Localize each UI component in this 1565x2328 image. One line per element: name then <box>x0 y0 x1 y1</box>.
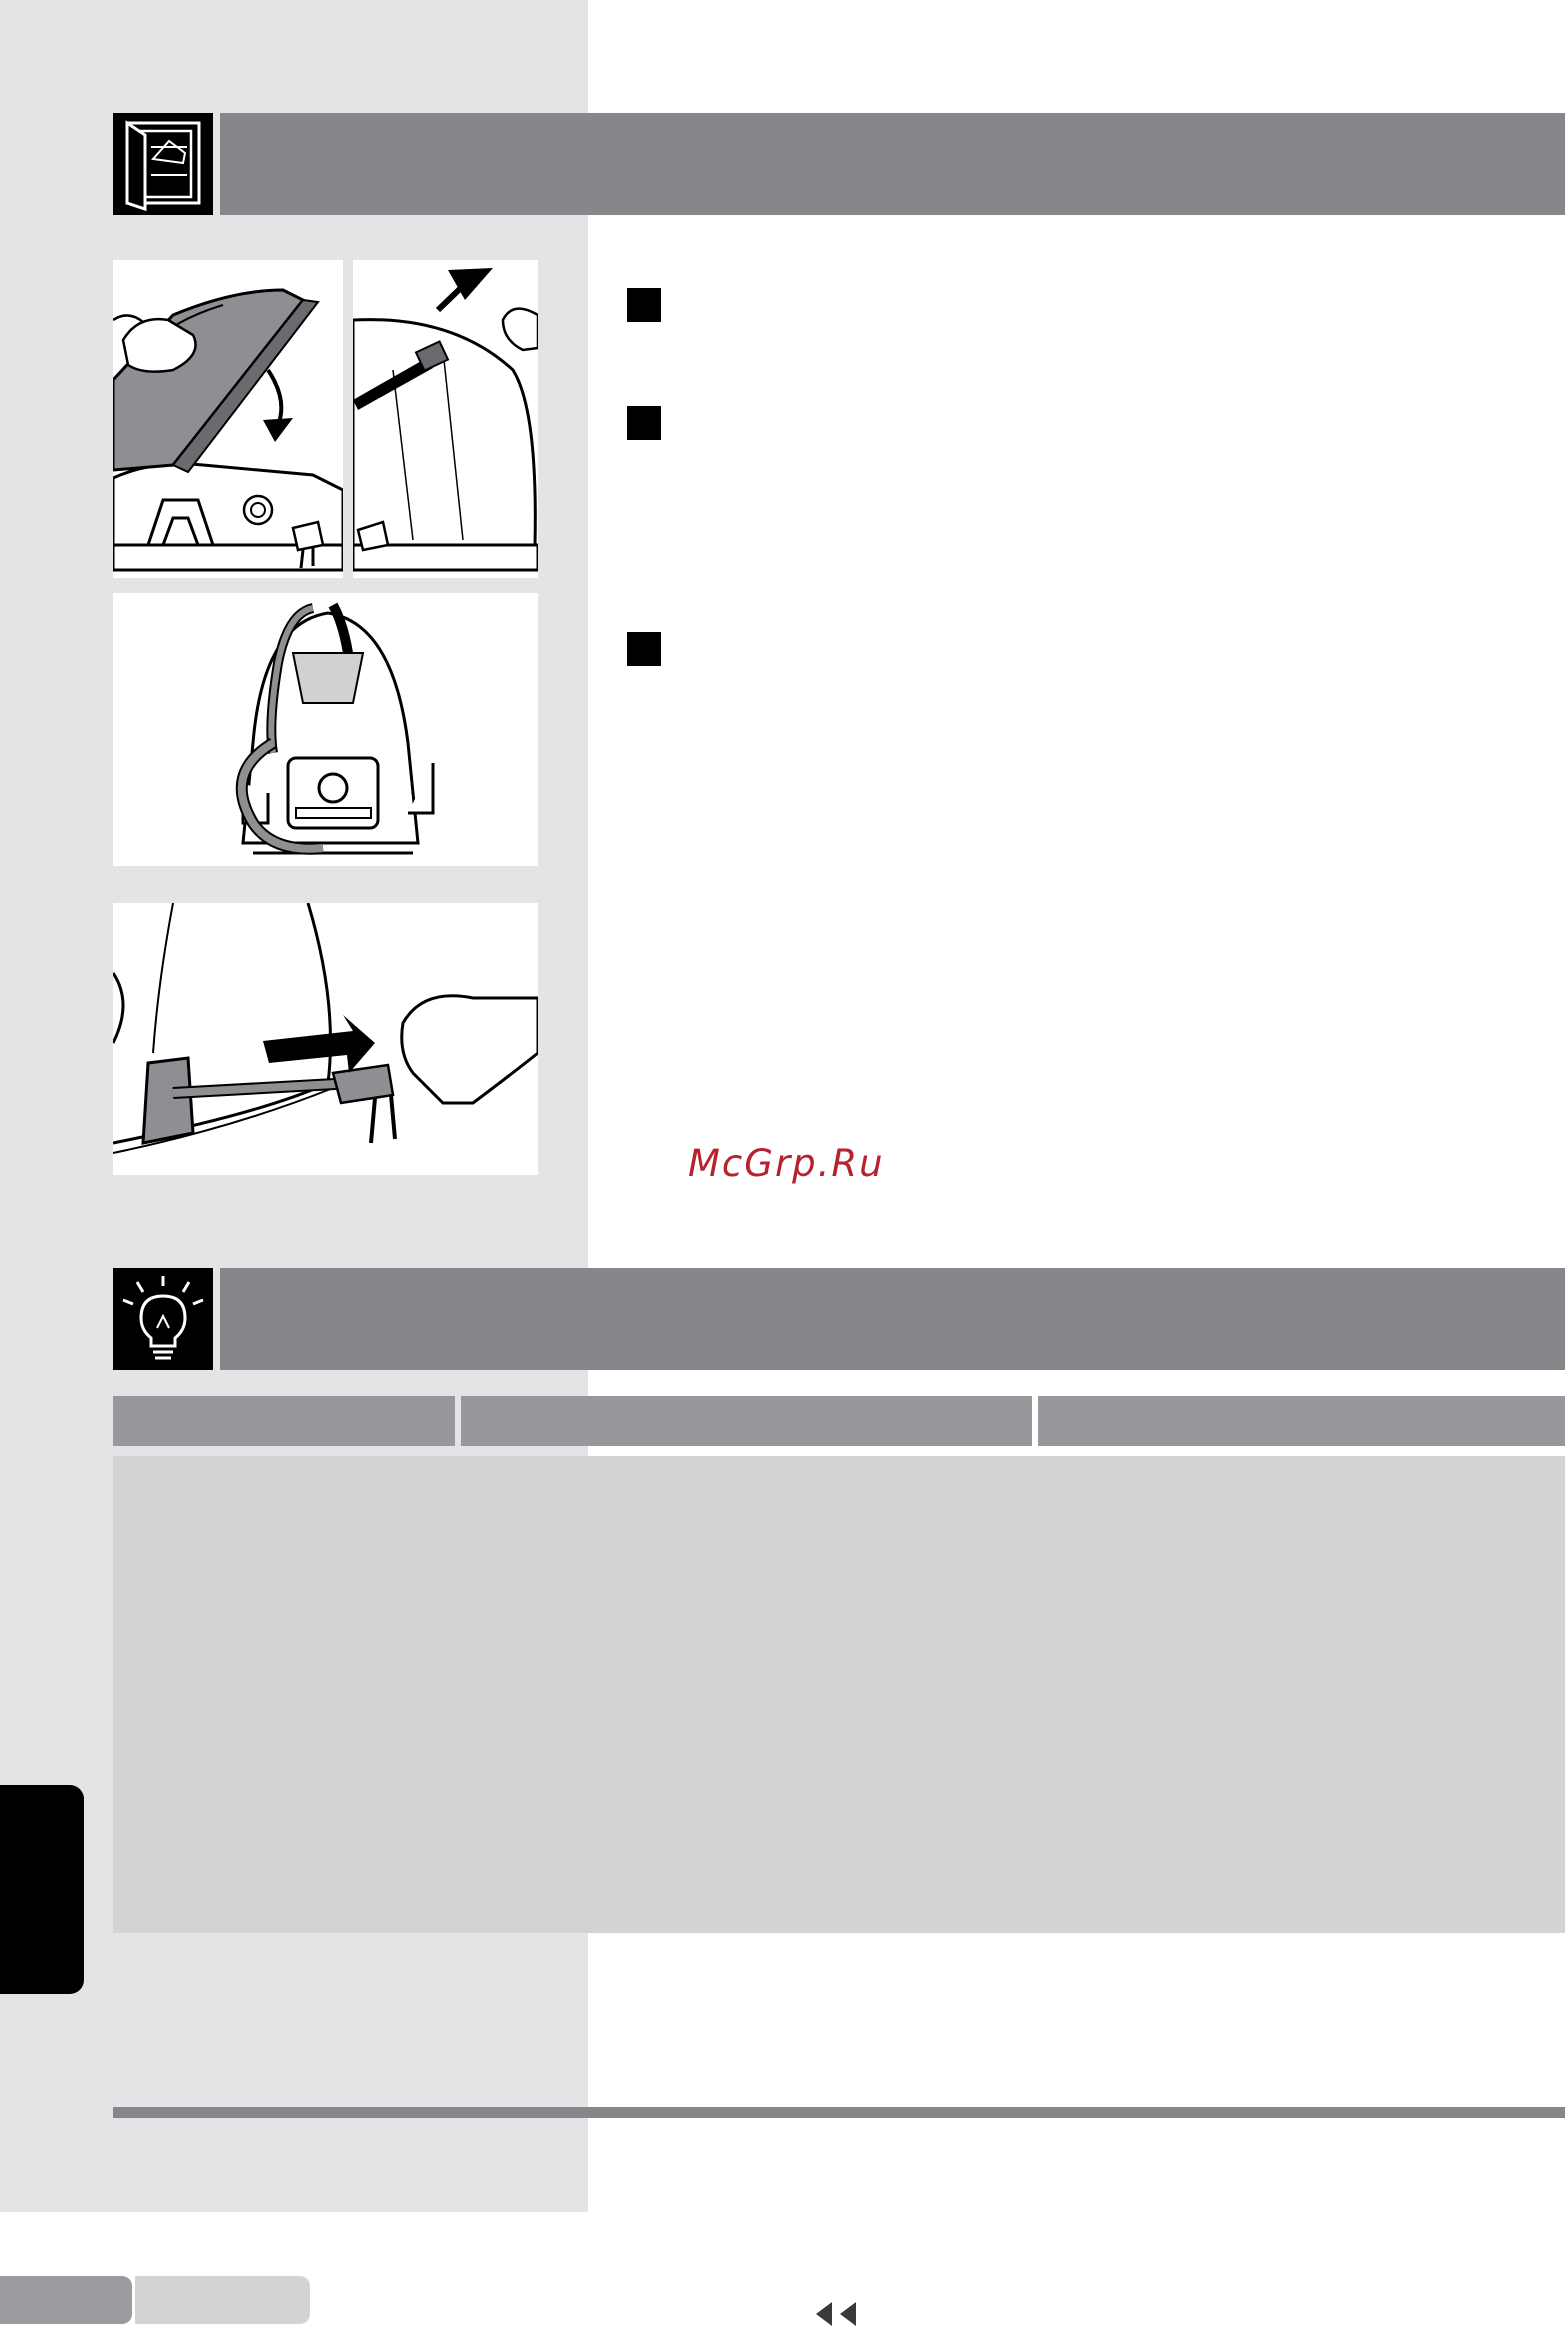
table-header-cell-2 <box>461 1396 1032 1446</box>
storage-section-bar <box>220 113 1565 215</box>
storage-section-icon-box <box>113 113 213 215</box>
table-bottom-rule <box>113 2107 1565 2118</box>
panel-pointer-3 <box>552 964 588 1000</box>
step-bullet-3 <box>627 632 661 666</box>
wardrobe-icon <box>113 113 213 215</box>
language-side-tab <box>0 1785 84 1994</box>
table-header-cell-1 <box>113 1396 455 1446</box>
step-bullet-1 <box>627 288 661 322</box>
tips-section-icon-box <box>113 1268 213 1370</box>
illustration-iron-on-base <box>113 260 343 578</box>
step-bullet-2 <box>627 406 661 440</box>
panel-pointer-1 <box>552 406 588 442</box>
page-indicator-dark <box>0 2276 132 2324</box>
double-left-arrow-icon[interactable] <box>812 2300 862 2328</box>
illustration-hose-lock <box>353 260 538 578</box>
watermark: McGrp.Ru <box>688 1142 885 1185</box>
illustration-cord-wrapped <box>113 593 538 866</box>
table-body <box>113 1456 1565 1933</box>
page-indicator-light <box>135 2276 310 2324</box>
light-bulb-icon <box>113 1268 213 1370</box>
panel-pointer-2 <box>552 637 588 673</box>
illustration-unplug <box>113 903 538 1175</box>
tips-section-bar <box>220 1268 1565 1370</box>
table-header-cell-3 <box>1038 1396 1565 1446</box>
